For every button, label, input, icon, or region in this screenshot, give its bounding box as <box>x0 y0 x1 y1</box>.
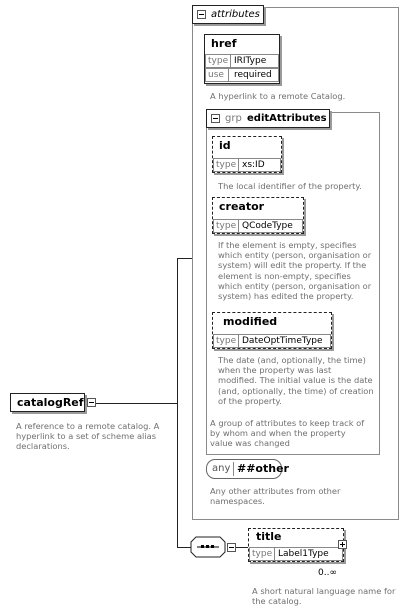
sequence-compositor[interactable] <box>190 536 226 558</box>
any-divider <box>233 462 234 476</box>
catalogref-name: catalogRef <box>17 396 84 409</box>
creator-attribute[interactable] <box>212 197 304 234</box>
href-attribute[interactable] <box>204 34 280 84</box>
href-use-value: required <box>234 70 272 80</box>
href-type-label: type <box>206 55 231 67</box>
modified-description-line: of the property. <box>218 395 282 406</box>
creator-description-line: element is non-empty, specifies <box>218 270 351 281</box>
connector-attributes <box>177 258 192 259</box>
collapse-icon[interactable] <box>197 10 206 19</box>
catalogref-description <box>16 421 159 452</box>
href-name: href <box>211 37 237 50</box>
catalogref-description-line: declarations. <box>16 441 70 452</box>
modified-description <box>218 355 374 406</box>
expand-icon[interactable] <box>338 540 347 549</box>
title-description <box>252 586 395 606</box>
catalogref-description-line: A reference to a remote catalog. A <box>16 421 160 431</box>
href-description: A hyperlink to a remote Catalog. <box>210 91 346 101</box>
catalogref-element[interactable] <box>10 393 85 412</box>
modified-name: modified <box>223 315 278 328</box>
title-description-line: A short natural language name for <box>252 586 396 596</box>
editattributes-header[interactable] <box>206 109 330 128</box>
creator-type-value: QCodeType <box>242 221 293 231</box>
title-type-value: Label1Type <box>278 549 329 559</box>
title-element[interactable] <box>248 528 344 562</box>
creator-description-line: which entity (person, organisation or <box>218 250 372 261</box>
modified-type-label: type <box>214 335 239 347</box>
id-type-label: type <box>214 159 239 171</box>
editattributes-prefix: grp <box>225 113 242 124</box>
creator-description-line: which entity (person, organisation or <box>218 280 372 291</box>
creator-description <box>218 240 371 301</box>
creator-name: creator <box>219 200 265 213</box>
id-type-row <box>213 158 281 172</box>
creator-description-line: system) has edited the property. <box>218 291 354 302</box>
href-type-row <box>205 54 279 68</box>
any-prefix: any <box>212 463 231 474</box>
modified-type-row <box>213 334 331 348</box>
modified-description-line: (and, optionally, the time) of creation <box>218 385 374 396</box>
connector-vertical <box>177 258 178 548</box>
attributes-header[interactable] <box>192 5 264 24</box>
creator-type-label: type <box>214 220 239 232</box>
collapse-icon[interactable] <box>211 114 220 123</box>
any-description-line: Any other attributes from other <box>210 486 341 496</box>
any-description-line: namespaces. <box>210 496 265 507</box>
any-description <box>210 486 340 506</box>
id-attribute[interactable] <box>212 136 282 173</box>
href-use-label: use <box>206 69 229 81</box>
editattributes-name: editAttributes <box>247 113 327 124</box>
creator-description-line: If the element is empty, specifies <box>218 240 357 250</box>
collapse-icon[interactable] <box>87 398 96 407</box>
title-description-line: the catalog. <box>252 596 302 607</box>
modified-description-line: modified. The initial value is the date <box>218 375 373 386</box>
modified-type-value: DateOptTimeType <box>242 336 323 346</box>
id-name: id <box>219 139 231 152</box>
creator-description-line: system) will edit the property. If the <box>218 260 367 271</box>
id-description: The local identifier of the property. <box>218 181 362 191</box>
any-other-attribute[interactable] <box>206 459 289 479</box>
catalogref-description-line: hyperlink to a set of scheme alias <box>16 431 157 442</box>
title-type-row <box>249 547 343 561</box>
title-type-label: type <box>250 548 275 560</box>
modified-description-line: when the property was last <box>218 365 332 376</box>
editattributes-description: A group of attributes to keep track of by whom and when the property value was changed <box>210 418 365 449</box>
connector-catalogref <box>95 403 177 404</box>
title-cardinality: 0..∞ <box>318 568 337 578</box>
creator-type-row <box>213 219 303 233</box>
collapse-icon[interactable] <box>227 543 236 552</box>
modified-description-line: The date (and, optionally, the time) <box>218 355 366 365</box>
attributes-label: attributes <box>211 9 260 20</box>
title-name: title <box>256 530 282 543</box>
href-use-row <box>205 68 279 82</box>
modified-attribute[interactable] <box>212 312 332 349</box>
href-type-value: IRIType <box>234 56 267 66</box>
connector-title <box>236 547 248 548</box>
id-type-value: xs:ID <box>242 160 265 170</box>
any-name: ##other <box>237 462 289 475</box>
